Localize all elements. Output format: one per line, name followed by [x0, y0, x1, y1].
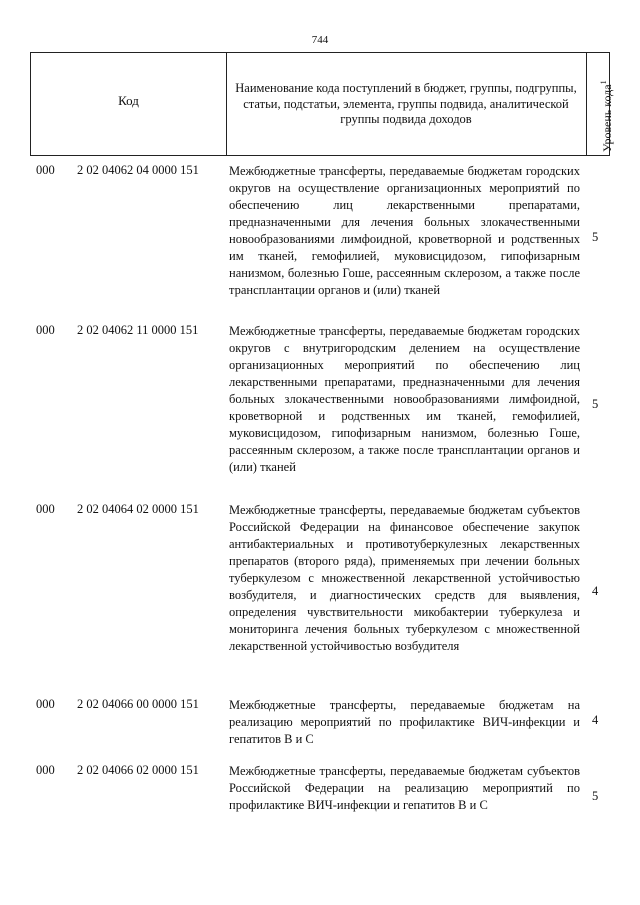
row-description: Межбюджетные трансферты, передаваемые бюджетам субъектов Российской Федерации на финансовое обеспечение закупок антибактериальных и противотуберкулезных лекарственных препаратов (второго ряда), применяемых при лечении больных туберкулезом с множественной лекарственной устойчивостью возбудителя, и диагностических средств для выявления, определения чувствительности микобактерии туберкулеза и мониторинга лечения больных туберкулезом с множественной лекарственной устойчивостью возбудителя — [229, 503, 580, 653]
row-description: Межбюджетные трансферты, передаваемые бюджетам городских округов на осуществление организационных мероприятий по обеспечению лиц лекарственными препаратами, предназначенными для лечения больных злокачественными новообразованиями лимфоидной, кроветворной и родственных им тканей, гемофилией, муковисцидозом, гипофизарным нанизмом, болезнью Гоше, рассеянным склерозом, а также после трансплантации органов и (или) тканей — [229, 164, 580, 297]
header-level-footnote: 1 — [599, 80, 608, 85]
header-name: Наименование кода поступлений в бюджет, группы, подгруппы, статьи, подстатьи, элемента, группы подвида, аналитической группы подвида доходов — [235, 81, 577, 126]
row-budget-code: 2 02 04062 11 0000 151 — [77, 323, 199, 337]
header-level-text: Уровень кода — [600, 84, 614, 152]
row-budget-code: 2 02 04066 00 0000 151 — [77, 697, 199, 711]
row-description: Межбюджетные трансферты, передаваемые бюджетам городских округов с внутригородским делением на осуществление организационных мероприятий по обеспечению лиц лекарственными препаратами, предназначенными для лечения больных злокачественными новообразованиями лимфоидной, кроветворной и родственных им тканей, гемофилией, муковисцидозом, гипофизарным нанизмом, болезнью Гоше, рассеянным склерозом, а также после трансплантации органов и (или) тканей — [229, 324, 580, 474]
row-level: 4 — [592, 713, 599, 727]
row-admin-code: 000 — [36, 697, 55, 711]
header-divider — [586, 53, 587, 155]
header-code: Код — [118, 93, 139, 108]
row-budget-code: 2 02 04062 04 0000 151 — [77, 163, 199, 177]
row-admin-code: 000 — [36, 323, 55, 337]
row-description: Межбюджетные трансферты, передаваемые бюджетам на реализацию мероприятий по профилактике ВИЧ-инфекции и гепатитов В и С — [229, 698, 580, 746]
row-budget-code: 2 02 04066 02 0000 151 — [77, 763, 199, 777]
row-level: 4 — [592, 584, 599, 598]
row-description: Межбюджетные трансферты, передаваемые бюджетам субъектов Российской Федерации на реализацию мероприятий по профилактике ВИЧ-инфекции и гепатитов В и С — [229, 764, 580, 812]
row-admin-code: 000 — [36, 763, 55, 777]
row-budget-code: 2 02 04064 02 0000 151 — [77, 502, 199, 516]
row-level: 5 — [592, 230, 599, 244]
header-level — [599, 80, 615, 152]
row-admin-code: 000 — [36, 502, 55, 516]
row-admin-code: 000 — [36, 163, 55, 177]
table-header — [30, 52, 614, 156]
row-level: 5 — [592, 397, 599, 411]
page-number: 744 — [311, 34, 329, 46]
row-level: 5 — [592, 789, 599, 803]
